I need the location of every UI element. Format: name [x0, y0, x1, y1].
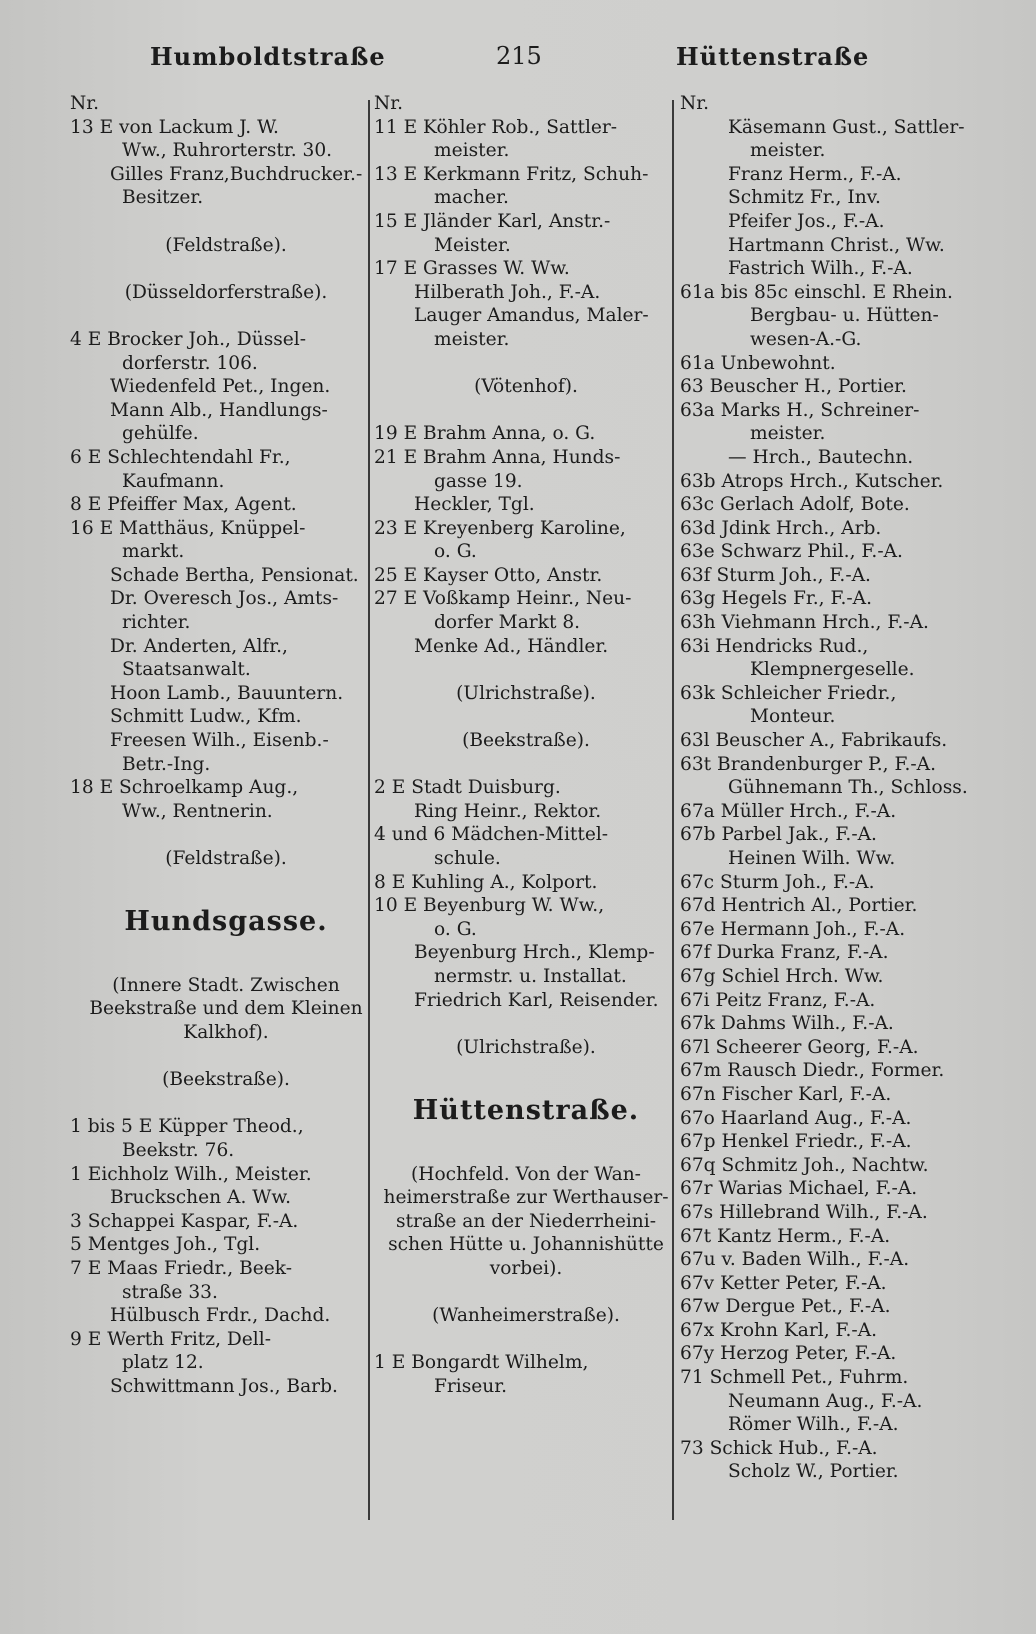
directory-entry: 2 E Stadt Duisburg.: [374, 777, 561, 799]
resident-entry: Schmitt Ludw., Kfm.: [110, 706, 302, 728]
column-heading: Nr.: [374, 93, 404, 114]
directory-entry: 67k Dahms Wilh., F.-A.: [680, 1013, 894, 1035]
resident-entry: Heinen Wilh. Ww.: [728, 848, 896, 869]
street-note: heimerstraße zur Werthauser-: [383, 1187, 669, 1209]
entry-continuation: Meister.: [434, 234, 511, 256]
directory-entry: 67m Rausch Diedr., Former.: [680, 1060, 945, 1082]
entry-continuation: Bergbau- u. Hütten-: [750, 305, 939, 327]
resident-entry: Fastrich Wilh., F.-A.: [728, 258, 913, 280]
entry-continuation: Ww., Rentnerin.: [122, 800, 273, 822]
resident-entry: Römer Wilh., F.-A.: [728, 1414, 899, 1436]
directory-entry: 67n Fischer Karl, F.-A.: [680, 1083, 892, 1105]
resident-entry: Ring Heinr., Rektor.: [414, 800, 602, 822]
directory-entry: 67v Ketter Peter, F.-A.: [680, 1272, 887, 1294]
directory-entry: 7 E Maas Friedr., Beek-: [70, 1257, 292, 1279]
directory-entry: 63k Schleicher Friedr.,: [680, 682, 897, 704]
page-header: [0, 42, 1036, 82]
resident-entry: Friedrich Karl, Reisender.: [414, 989, 659, 1011]
spacer: [374, 753, 678, 777]
resident-entry: Hilberath Joh., F.-A.: [414, 281, 601, 303]
spacer: [374, 399, 678, 423]
street-note: (Wanheimerstraße).: [432, 1305, 620, 1327]
directory-entry: 67f Durka Franz, F.-A.: [680, 942, 889, 964]
directory-entry: 4 und 6 Mädchen-Mittel-: [374, 824, 609, 846]
resident-entry: Mann Alb., Handlungs-: [110, 399, 328, 421]
resident-entry: Neumann Aug., F.-A.: [728, 1390, 923, 1412]
directory-entry: 10 E Beyenburg W. Ww.,: [374, 895, 605, 917]
directory-entry: 67d Hentrich Al., Portier.: [680, 895, 918, 917]
spacer: [374, 1059, 678, 1083]
entry-continuation: gehülfe.: [122, 423, 199, 445]
entry-continuation: meister.: [750, 423, 826, 445]
resident-entry: Dr. Overesch Jos., Amts-: [110, 588, 339, 610]
directory-entry: 67x Krohn Karl, F.-A.: [680, 1319, 878, 1341]
street-note: (Innere Stadt. Zwischen: [112, 974, 340, 996]
entry-continuation: Beekstr. 76.: [122, 1139, 235, 1161]
directory-entry: 27 E Voßkamp Heinr., Neu-: [374, 588, 632, 610]
entry-continuation: macher.: [434, 187, 509, 209]
street-note: Kalkhof).: [183, 1021, 269, 1043]
directory-entry: 63a Marks H., Schreiner-: [680, 399, 920, 421]
entry-continuation: Besitzer.: [122, 187, 204, 209]
spacer: [70, 1092, 382, 1116]
column-2: [374, 92, 678, 1398]
entry-continuation: Friseur.: [434, 1375, 508, 1397]
spacer: [374, 1328, 678, 1352]
directory-entry: 63f Sturm Joh., F.-A.: [680, 564, 871, 586]
spacer: [374, 705, 678, 729]
entry-continuation: schule.: [434, 848, 501, 869]
entry-continuation: nermstr. u. Installat.: [434, 965, 627, 987]
resident-entry: Wiedenfeld Pet., Ingen.: [110, 376, 331, 398]
spacer: [70, 871, 382, 895]
directory-entry: 67w Dergue Pet., F.-A.: [680, 1296, 891, 1318]
entry-continuation: Monteur.: [750, 706, 836, 728]
spacer: [70, 1045, 382, 1069]
spacer: [374, 1281, 678, 1305]
directory-entry: 67e Hermann Joh., F.-A.: [680, 918, 906, 940]
directory-entry: 63 Beuscher H., Portier.: [680, 376, 907, 398]
directory-entry: 67g Schiel Hrch. Ww.: [680, 965, 884, 987]
street-heading: Hüttenstraße.: [412, 1094, 640, 1126]
spacer: [70, 257, 382, 281]
directory-entry: 67i Peitz Franz, F.-A.: [680, 989, 876, 1011]
entry-continuation: straße 33.: [122, 1281, 218, 1303]
street-note: (Beekstraße).: [162, 1069, 290, 1091]
directory-entry: 61a Unbewohnt.: [680, 352, 836, 374]
entry-continuation: Kaufmann.: [122, 470, 225, 492]
resident-entry: Heckler, Tgl.: [414, 494, 535, 516]
directory-entry: 67y Herzog Peter, F.-A.: [680, 1343, 897, 1365]
directory-entry: 18 E Schroelkamp Aug.,: [70, 777, 299, 799]
entry-continuation: dorferstr. 106.: [122, 352, 258, 374]
directory-entry: 15 E Jländer Karl, Anstr.-: [374, 210, 611, 232]
street-note: vorbei).: [489, 1257, 563, 1279]
header-left-street: Humboldtstraße: [150, 42, 386, 71]
directory-entry: 11 E Köhler Rob., Sattler-: [374, 116, 618, 138]
entry-continuation: platz 12.: [122, 1352, 204, 1374]
resident-entry: Pfeifer Jos., F.-A.: [728, 210, 885, 232]
directory-entry: 13 E von Lackum J. W.: [70, 116, 279, 138]
column-3: [680, 92, 985, 1484]
directory-entry: 67t Kantz Herm., F.-A.: [680, 1225, 891, 1247]
street-note: schen Hütte u. Johannishütte: [388, 1234, 664, 1256]
resident-entry: Beyenburg Hrch., Klemp-: [414, 942, 655, 964]
directory-entry: 67l Scheerer Georg, F.-A.: [680, 1036, 919, 1058]
directory-entry: 1 Eichholz Wilh., Meister.: [70, 1163, 312, 1185]
spacer: [374, 1012, 678, 1036]
directory-entry: 63c Gerlach Adolf, Bote.: [680, 494, 910, 516]
street-note: (Vötenhof).: [474, 376, 578, 398]
street-note: Beekstraße und dem Kleinen: [89, 998, 363, 1020]
page-number: 215: [496, 42, 542, 70]
street-note: (Ulrichstraße).: [456, 1036, 596, 1058]
directory-entry: 67p Henkel Friedr., F.-A.: [680, 1131, 912, 1153]
directory-entry: 67u v. Baden Wilh., F.-A.: [680, 1249, 910, 1271]
column-heading: Nr.: [70, 93, 100, 114]
spacer: [374, 1139, 678, 1163]
entry-continuation: Betr.-Ing.: [122, 753, 211, 775]
resident-entry: Gühnemann Th., Schloss.: [728, 777, 968, 799]
directory-entry: 25 E Kayser Otto, Anstr.: [374, 564, 603, 586]
resident-entry: Freesen Wilh., Eisenb.-: [110, 730, 329, 752]
spacer: [70, 950, 382, 974]
directory-entry: 21 E Brahm Anna, Hunds-: [374, 446, 621, 468]
directory-entry: 9 E Werth Fritz, Dell-: [70, 1328, 271, 1350]
entry-continuation: Staatsanwalt.: [122, 659, 251, 681]
resident-entry: Hartmann Christ., Ww.: [728, 234, 945, 256]
spacer: [70, 823, 382, 847]
spacer: [374, 658, 678, 682]
directory-entry: 5 Mentges Joh., Tgl.: [70, 1234, 261, 1256]
directory-entry: 13 E Kerkmann Fritz, Schuh-: [374, 163, 649, 185]
street-note: straße an der Niederrheini-: [395, 1210, 657, 1232]
directory-entry: 67s Hillebrand Wilh., F.-A.: [680, 1201, 928, 1223]
entry-continuation: Klempnergeselle.: [750, 659, 915, 681]
directory-entry: 63b Atrops Hrch., Kutscher.: [680, 470, 944, 492]
entry-continuation: dorfer Markt 8.: [434, 612, 581, 634]
entry-continuation: o. G.: [434, 541, 477, 563]
directory-entry: 63h Viehmann Hrch., F.-A.: [680, 612, 929, 634]
directory-entry: 67a Müller Hrch., F.-A.: [680, 800, 897, 822]
directory-entry: 1 E Bongardt Wilhelm,: [374, 1352, 589, 1374]
resident-entry: Schwittmann Jos., Barb.: [110, 1375, 338, 1397]
resident-entry: — Hrch., Bautechn.: [728, 446, 914, 468]
street-note: (Beekstraße).: [462, 730, 590, 752]
directory-entry: 63d Jdink Hrch., Arb.: [680, 517, 882, 539]
column-heading: Nr.: [680, 93, 710, 114]
directory-entry: 63g Hegels Fr., F.-A.: [680, 588, 873, 610]
directory-entry: 4 E Brocker Joh., Düssel-: [70, 328, 307, 350]
directory-entry: 67q Schmitz Joh., Nachtw.: [680, 1154, 929, 1176]
street-heading: Hundsgasse.: [124, 906, 328, 938]
resident-entry: Scholz W., Portier.: [728, 1461, 899, 1483]
street-note: (Feldstraße).: [165, 234, 287, 256]
directory-entry: 8 E Kuhling A., Kolport.: [374, 871, 598, 893]
street-note: (Ulrichstraße).: [456, 682, 596, 704]
entry-continuation: wesen-A.-G.: [750, 328, 862, 350]
resident-entry: Dr. Anderten, Alfr.,: [110, 635, 288, 657]
resident-entry: Franz Herm., F.-A.: [728, 163, 902, 185]
entry-continuation: meister.: [434, 328, 510, 350]
directory-entry: 73 Schick Hub., F.-A.: [680, 1437, 878, 1459]
resident-entry: Gilles Franz,Buchdrucker.-: [110, 163, 363, 185]
spacer: [70, 304, 382, 328]
directory-entry: 16 E Matthäus, Knüppel-: [70, 517, 306, 539]
entry-continuation: markt.: [122, 541, 185, 563]
directory-entry: 19 E Brahm Anna, o. G.: [374, 423, 596, 445]
directory-entry: 61a bis 85c einschl. E Rhein.: [680, 281, 953, 303]
street-note: (Hochfeld. Von der Wan-: [411, 1163, 641, 1185]
directory-entry: 63t Brandenburger P., F.-A.: [680, 753, 937, 775]
directory-entry: 63l Beuscher A., Fabrikaufs.: [680, 730, 948, 752]
directory-entry: 63e Schwarz Phil., F.-A.: [680, 541, 903, 563]
spacer: [70, 210, 382, 234]
directory-entry: 67b Parbel Jak., F.-A.: [680, 824, 877, 846]
directory-entry: 3 Schappei Kaspar, F.-A.: [70, 1210, 299, 1232]
resident-entry: Lauger Amandus, Maler-: [414, 305, 649, 327]
directory-entry: 67o Haarland Aug., F.-A.: [680, 1107, 912, 1129]
resident-entry: Schade Bertha, Pensionat.: [110, 564, 359, 586]
resident-entry: Hoon Lamb., Bauuntern.: [110, 682, 344, 704]
entry-continuation: gasse 19.: [434, 470, 523, 492]
street-note: (Feldstraße).: [165, 848, 287, 869]
directory-entry: 67r Warias Michael, F.-A.: [680, 1178, 918, 1200]
entry-continuation: meister.: [434, 140, 510, 162]
resident-entry: Hülbusch Frdr., Dachd.: [110, 1305, 331, 1327]
resident-entry: Menke Ad., Händler.: [414, 635, 609, 657]
directory-entry: 8 E Pfeiffer Max, Agent.: [70, 494, 297, 516]
spacer: [374, 352, 678, 376]
directory-entry: 1 bis 5 E Küpper Theod.,: [70, 1116, 304, 1138]
directory-entry: 67c Sturm Joh., F.-A.: [680, 871, 875, 893]
resident-entry: Schmitz Fr., Inv.: [728, 187, 881, 209]
directory-entry: 71 Schmell Pet., Fuhrm.: [680, 1367, 909, 1389]
header-right-street: Hüttenstraße: [676, 42, 870, 71]
directory-entry: 6 E Schlechtendahl Fr.,: [70, 446, 291, 468]
entry-continuation: Ww., Ruhrorterstr. 30.: [122, 140, 333, 162]
entry-continuation: o. G.: [434, 918, 477, 940]
directory-entry: 17 E Grasses W. Ww.: [374, 258, 570, 280]
resident-entry: Käsemann Gust., Sattler-: [728, 116, 965, 138]
column-1: [70, 92, 382, 1398]
resident-entry: Bruckschen A. Ww.: [110, 1187, 292, 1209]
directory-entry: 23 E Kreyenberg Karoline,: [374, 517, 626, 539]
entry-continuation: meister.: [750, 140, 826, 162]
street-note: (Düsseldorferstraße).: [124, 281, 328, 303]
directory-entry: 63i Hendricks Rud.,: [680, 635, 869, 657]
entry-continuation: richter.: [122, 612, 191, 634]
